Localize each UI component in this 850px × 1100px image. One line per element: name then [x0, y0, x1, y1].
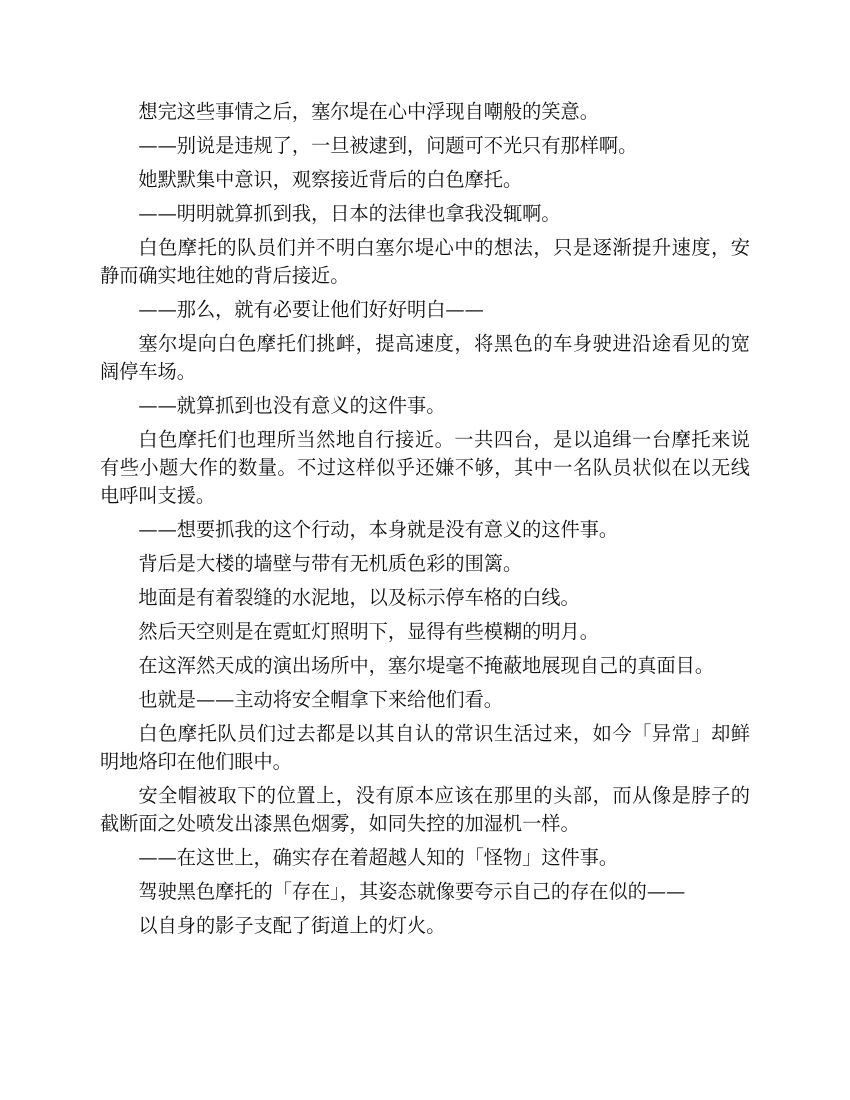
paragraph: 白色摩托的队员们并不明白塞尔堤心中的想法，只是逐渐提升速度，安静而确实地往她的背后接近。 — [100, 236, 750, 287]
paragraph: 在这浑然天成的演出场所中，塞尔堤毫不掩蔽地展现自己的真面目。 — [138, 654, 715, 677]
paragraph: ——别说是违规了，一旦被逮到，问题可不光只有那样啊。 — [138, 134, 638, 157]
paragraph: 地面是有着裂缝的水泥地，以及标示停车格的白线。 — [138, 586, 580, 609]
paragraph: 塞尔堤向白色摩托们挑衅，提高速度，将黑色的车身驶进沿途看见的宽阔停车场。 — [100, 332, 750, 383]
paragraph: 以自身的影子支配了街道上的灯火。 — [138, 914, 446, 937]
paragraph: ——想要抓我的这个行动，本身就是没有意义的这件事。 — [138, 518, 619, 541]
paragraph: 驾驶黑色摩托的「存在」，其姿态就像要夸示自己的存在似的—— — [138, 880, 686, 903]
paragraph: 她默默集中意识，观察接近背后的白色摩托。 — [138, 168, 523, 191]
paragraph: 然后天空则是在霓虹灯照明下，显得有些模糊的明月。 — [138, 620, 599, 643]
text-body — [100, 98, 750, 946]
paragraph: 安全帽被取下的位置上，没有原本应该在那里的头部，而从像是脖子的截断面之处喷发出漆黑色烟雾，如同失控的加湿机一样。 — [100, 784, 750, 835]
paragraph: 也就是——主动将安全帽拿下来给他们看。 — [138, 688, 503, 711]
paragraph: 背后是大楼的墙壁与带有无机质色彩的围篱。 — [138, 552, 523, 575]
paragraph: ——在这世上，确实存在着超越人知的「怪物」这件事。 — [138, 846, 619, 869]
paragraph: 白色摩托队员们过去都是以其自认的常识生活过来，如今「异常」却鲜明地烙印在他们眼中。 — [100, 722, 750, 773]
paragraph: ——明明就算抓到我，日本的法律也拿我没辄啊。 — [138, 202, 561, 225]
paragraph: ——那么，就有必要让他们好好明白—— — [138, 298, 484, 321]
paragraph: 白色摩托们也理所当然地自行接近。一共四台，是以追缉一台摩托来说有些小题大作的数量。不过这样似乎还嫌不够，其中一名队员状似在以无线电呼叫支援。 — [100, 428, 750, 507]
paragraph: 想完这些事情之后，塞尔堤在心中浮现自嘲般的笑意。 — [138, 100, 599, 123]
paragraph: ——就算抓到也没有意义的这件事。 — [138, 394, 446, 417]
